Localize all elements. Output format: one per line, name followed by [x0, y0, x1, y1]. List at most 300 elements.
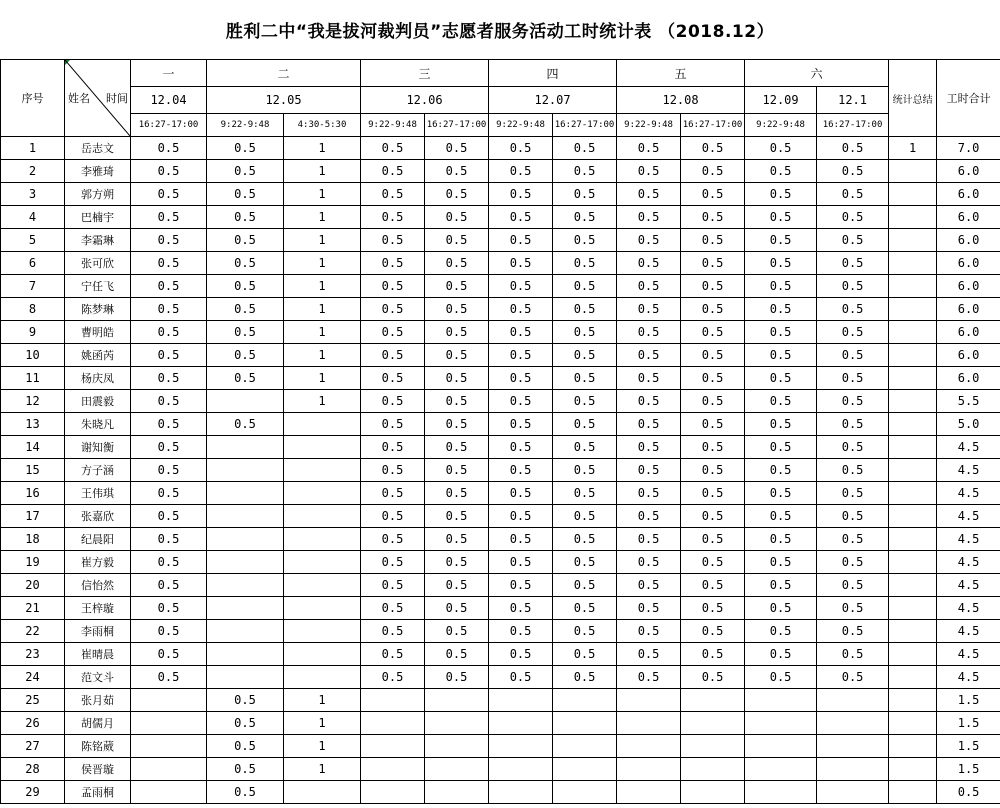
header-day-6: 六 [745, 60, 889, 87]
row-summary [889, 344, 937, 367]
row-summary [889, 321, 937, 344]
row-name: 田震毅 [65, 390, 131, 413]
row-hours-cell: 0.5 [553, 551, 617, 574]
row-hours-cell: 0.5 [131, 275, 207, 298]
row-hours-cell: 0.5 [425, 298, 489, 321]
row-name: 方子涵 [65, 459, 131, 482]
row-hours-cell: 0.5 [361, 620, 425, 643]
row-hours-cell [284, 597, 361, 620]
row-hours-cell: 0.5 [681, 229, 745, 252]
row-hours-cell: 0.5 [817, 367, 889, 390]
row-hours-cell: 0.5 [553, 597, 617, 620]
table-row [1, 528, 1000, 551]
row-hours-cell: 0.5 [745, 505, 817, 528]
row-hours-cell: 1 [284, 390, 361, 413]
table-row [1, 574, 1000, 597]
row-hours-cell: 1 [284, 344, 361, 367]
row-summary [889, 735, 937, 758]
row-hours-cell: 0.5 [361, 160, 425, 183]
row-hours-cell [207, 597, 284, 620]
table-row [1, 735, 1000, 758]
row-hours-cell [131, 758, 207, 781]
row-seq: 29 [1, 781, 65, 804]
row-hours-cell: 0.5 [817, 574, 889, 597]
row-hours-cell: 0.5 [681, 528, 745, 551]
row-hours-cell: 0.5 [131, 620, 207, 643]
row-hours-cell: 0.5 [489, 367, 553, 390]
row-hours-cell: 0.5 [681, 183, 745, 206]
table-row [1, 367, 1000, 390]
row-hours-cell: 0.5 [553, 505, 617, 528]
row-hours-cell: 0.5 [361, 183, 425, 206]
header-slot: 9:22-9:48 [489, 114, 553, 137]
row-seq: 25 [1, 689, 65, 712]
row-hours-cell [489, 781, 553, 804]
row-seq: 27 [1, 735, 65, 758]
row-hours-cell [207, 620, 284, 643]
header-seq: 序号 [1, 60, 65, 137]
row-hours-cell: 0.5 [207, 413, 284, 436]
row-hours-cell: 0.5 [553, 390, 617, 413]
row-total: 1.5 [937, 758, 1000, 781]
row-hours-cell: 0.5 [617, 160, 681, 183]
row-hours-cell: 0.5 [361, 252, 425, 275]
header-summary: 统计总结 [889, 60, 937, 137]
row-name: 张嘉欣 [65, 505, 131, 528]
row-total: 6.0 [937, 206, 1000, 229]
row-hours-cell: 0.5 [361, 459, 425, 482]
row-hours-cell: 0.5 [361, 344, 425, 367]
header-date-5: 12.08 [617, 87, 745, 114]
row-hours-cell: 0.5 [817, 666, 889, 689]
row-hours-cell: 0.5 [489, 643, 553, 666]
row-name: 郭方朔 [65, 183, 131, 206]
row-hours-cell: 1 [284, 735, 361, 758]
row-hours-cell: 0.5 [553, 459, 617, 482]
row-hours-cell: 0.5 [207, 758, 284, 781]
row-total: 6.0 [937, 298, 1000, 321]
table-row [1, 390, 1000, 413]
row-hours-cell: 0.5 [489, 160, 553, 183]
row-summary [889, 390, 937, 413]
row-hours-cell: 0.5 [489, 666, 553, 689]
row-hours-cell: 0.5 [361, 321, 425, 344]
row-hours-cell: 0.5 [681, 413, 745, 436]
table-row [1, 206, 1000, 229]
row-hours-cell: 0.5 [817, 620, 889, 643]
row-seq: 6 [1, 252, 65, 275]
row-total: 6.0 [937, 252, 1000, 275]
row-hours-cell: 1 [284, 367, 361, 390]
row-hours-cell: 0.5 [425, 551, 489, 574]
row-hours-cell [207, 436, 284, 459]
row-hours-cell: 0.5 [617, 597, 681, 620]
row-summary [889, 620, 937, 643]
row-name: 范文斗 [65, 666, 131, 689]
row-hours-cell: 0.5 [489, 252, 553, 275]
row-hours-cell: 0.5 [617, 436, 681, 459]
header-date-2: 12.05 [207, 87, 361, 114]
row-hours-cell: 0.5 [361, 229, 425, 252]
row-total: 6.0 [937, 275, 1000, 298]
row-hours-cell: 0.5 [131, 390, 207, 413]
row-hours-cell [425, 735, 489, 758]
row-hours-cell: 1 [284, 183, 361, 206]
row-hours-cell: 0.5 [131, 206, 207, 229]
row-total: 1.5 [937, 689, 1000, 712]
row-hours-cell [425, 781, 489, 804]
table-row [1, 758, 1000, 781]
row-hours-cell: 0.5 [207, 712, 284, 735]
row-hours-cell: 0.5 [817, 298, 889, 321]
row-hours-cell: 0.5 [617, 574, 681, 597]
row-hours-cell [207, 574, 284, 597]
row-hours-cell: 0.5 [553, 252, 617, 275]
row-total: 4.5 [937, 505, 1000, 528]
row-hours-cell: 0.5 [681, 620, 745, 643]
header-date-3: 12.06 [361, 87, 489, 114]
row-hours-cell [681, 781, 745, 804]
row-hours-cell: 0.5 [489, 620, 553, 643]
row-hours-cell: 0.5 [817, 321, 889, 344]
row-total: 4.5 [937, 436, 1000, 459]
row-hours-cell: 0.5 [745, 229, 817, 252]
row-hours-cell: 0.5 [745, 643, 817, 666]
worktime-table [0, 59, 1000, 804]
row-total: 4.5 [937, 482, 1000, 505]
row-hours-cell: 0.5 [361, 436, 425, 459]
row-hours-cell: 0.5 [745, 459, 817, 482]
row-hours-cell: 0.5 [817, 436, 889, 459]
row-hours-cell: 0.5 [681, 597, 745, 620]
row-hours-cell: 0.5 [131, 666, 207, 689]
row-seq: 3 [1, 183, 65, 206]
table-row [1, 298, 1000, 321]
row-hours-cell: 0.5 [131, 183, 207, 206]
row-hours-cell: 0.5 [361, 574, 425, 597]
row-summary [889, 229, 937, 252]
row-summary [889, 206, 937, 229]
row-hours-cell: 0.5 [745, 137, 817, 160]
row-hours-cell: 0.5 [745, 597, 817, 620]
row-hours-cell: 0.5 [131, 367, 207, 390]
row-hours-cell: 0.5 [681, 137, 745, 160]
row-hours-cell: 0.5 [425, 252, 489, 275]
row-hours-cell: 0.5 [617, 252, 681, 275]
row-summary [889, 183, 937, 206]
row-hours-cell: 0.5 [489, 505, 553, 528]
row-hours-cell: 0.5 [553, 367, 617, 390]
row-hours-cell: 0.5 [745, 413, 817, 436]
row-hours-cell [817, 758, 889, 781]
row-hours-cell [207, 482, 284, 505]
row-hours-cell: 0.5 [207, 781, 284, 804]
table-row [1, 183, 1000, 206]
row-hours-cell: 0.5 [617, 620, 681, 643]
row-hours-cell: 0.5 [745, 574, 817, 597]
row-hours-cell [207, 551, 284, 574]
row-hours-cell [425, 712, 489, 735]
row-summary [889, 551, 937, 574]
row-hours-cell: 0.5 [553, 137, 617, 160]
row-hours-cell: 0.5 [617, 551, 681, 574]
header-slot: 9:22-9:48 [745, 114, 817, 137]
row-summary [889, 781, 937, 804]
row-hours-cell [284, 666, 361, 689]
row-hours-cell: 0.5 [131, 574, 207, 597]
row-hours-cell: 0.5 [817, 528, 889, 551]
row-hours-cell [361, 781, 425, 804]
row-hours-cell: 0.5 [817, 505, 889, 528]
row-hours-cell [361, 712, 425, 735]
row-name: 陈梦琳 [65, 298, 131, 321]
row-summary [889, 758, 937, 781]
row-hours-cell [681, 689, 745, 712]
row-hours-cell: 0.5 [425, 183, 489, 206]
row-hours-cell [617, 689, 681, 712]
table-row [1, 712, 1000, 735]
header-date-1: 12.04 [131, 87, 207, 114]
row-summary [889, 597, 937, 620]
row-hours-cell: 0.5 [745, 390, 817, 413]
row-hours-cell [617, 758, 681, 781]
row-total: 6.0 [937, 160, 1000, 183]
row-hours-cell [745, 781, 817, 804]
row-hours-cell: 0.5 [617, 482, 681, 505]
row-hours-cell: 0.5 [425, 643, 489, 666]
row-hours-cell: 0.5 [681, 666, 745, 689]
row-hours-cell: 0.5 [425, 367, 489, 390]
row-hours-cell: 0.5 [553, 183, 617, 206]
row-hours-cell: 0.5 [425, 597, 489, 620]
row-hours-cell: 0.5 [489, 229, 553, 252]
row-name: 张可欣 [65, 252, 131, 275]
row-name: 崔晴晨 [65, 643, 131, 666]
row-hours-cell: 0.5 [617, 643, 681, 666]
row-seq: 28 [1, 758, 65, 781]
row-hours-cell [745, 758, 817, 781]
row-hours-cell [489, 758, 553, 781]
row-hours-cell: 0.5 [817, 390, 889, 413]
row-hours-cell [817, 735, 889, 758]
row-hours-cell: 0.5 [425, 436, 489, 459]
row-name: 纪晨阳 [65, 528, 131, 551]
row-hours-cell: 0.5 [489, 551, 553, 574]
row-hours-cell: 0.5 [553, 275, 617, 298]
table-row [1, 275, 1000, 298]
row-hours-cell [817, 689, 889, 712]
row-hours-cell: 0.5 [745, 551, 817, 574]
row-total: 4.5 [937, 597, 1000, 620]
header-slot: 9:22-9:48 [207, 114, 284, 137]
table-row [1, 482, 1000, 505]
header-total: 工时合计 [937, 60, 1000, 137]
row-hours-cell: 0.5 [361, 528, 425, 551]
row-hours-cell [284, 528, 361, 551]
row-seq: 15 [1, 459, 65, 482]
table-row [1, 229, 1000, 252]
row-hours-cell: 0.5 [207, 137, 284, 160]
row-total: 4.5 [937, 643, 1000, 666]
header-slot: 16:27-17:00 [553, 114, 617, 137]
row-hours-cell: 0.5 [131, 137, 207, 160]
row-summary: 1 [889, 137, 937, 160]
row-hours-cell [817, 712, 889, 735]
row-hours-cell: 0.5 [489, 298, 553, 321]
row-hours-cell: 0.5 [489, 275, 553, 298]
row-total: 4.5 [937, 551, 1000, 574]
row-name: 姚函芮 [65, 344, 131, 367]
row-summary [889, 666, 937, 689]
row-hours-cell: 0.5 [553, 160, 617, 183]
row-hours-cell: 0.5 [817, 643, 889, 666]
row-hours-cell: 0.5 [817, 482, 889, 505]
row-summary [889, 252, 937, 275]
row-summary [889, 160, 937, 183]
row-hours-cell: 0.5 [131, 298, 207, 321]
row-hours-cell [284, 781, 361, 804]
row-hours-cell: 0.5 [745, 620, 817, 643]
row-name: 孟雨桐 [65, 781, 131, 804]
row-hours-cell: 0.5 [361, 597, 425, 620]
row-hours-cell: 0.5 [617, 206, 681, 229]
row-hours-cell: 0.5 [131, 413, 207, 436]
header-day-4: 四 [489, 60, 617, 87]
row-hours-cell: 0.5 [207, 689, 284, 712]
row-name: 李雅琦 [65, 160, 131, 183]
row-hours-cell [617, 735, 681, 758]
table-row [1, 551, 1000, 574]
row-hours-cell: 0.5 [489, 528, 553, 551]
table-row [1, 459, 1000, 482]
row-hours-cell: 0.5 [817, 275, 889, 298]
row-hours-cell: 0.5 [745, 528, 817, 551]
row-hours-cell: 0.5 [489, 183, 553, 206]
row-seq: 12 [1, 390, 65, 413]
row-hours-cell [553, 781, 617, 804]
row-hours-cell: 0.5 [553, 436, 617, 459]
row-seq: 20 [1, 574, 65, 597]
header-diagonal-cell [65, 60, 131, 137]
row-name: 岳志文 [65, 137, 131, 160]
row-hours-cell: 0.5 [425, 574, 489, 597]
row-hours-cell: 0.5 [745, 367, 817, 390]
row-hours-cell: 0.5 [207, 229, 284, 252]
header-day-2: 二 [207, 60, 361, 87]
row-hours-cell: 1 [284, 298, 361, 321]
header-row-dates [1, 87, 1000, 114]
table-row [1, 436, 1000, 459]
row-hours-cell: 0.5 [817, 459, 889, 482]
row-hours-cell: 0.5 [745, 344, 817, 367]
row-hours-cell: 0.5 [207, 344, 284, 367]
row-hours-cell: 0.5 [617, 275, 681, 298]
row-seq: 7 [1, 275, 65, 298]
row-hours-cell: 0.5 [425, 321, 489, 344]
row-seq: 24 [1, 666, 65, 689]
row-hours-cell [553, 689, 617, 712]
row-name: 王伟琪 [65, 482, 131, 505]
row-hours-cell: 0.5 [553, 321, 617, 344]
row-hours-cell: 0.5 [489, 206, 553, 229]
row-hours-cell: 0.5 [745, 206, 817, 229]
row-hours-cell: 0.5 [817, 206, 889, 229]
row-hours-cell: 0.5 [681, 551, 745, 574]
row-hours-cell: 0.5 [489, 321, 553, 344]
row-hours-cell: 0.5 [207, 206, 284, 229]
row-total: 7.0 [937, 137, 1000, 160]
row-hours-cell: 0.5 [425, 413, 489, 436]
row-name: 李霜琳 [65, 229, 131, 252]
row-hours-cell [745, 689, 817, 712]
row-hours-cell [425, 689, 489, 712]
row-summary [889, 367, 937, 390]
row-hours-cell: 0.5 [361, 206, 425, 229]
table-row [1, 689, 1000, 712]
row-hours-cell: 0.5 [553, 229, 617, 252]
row-hours-cell: 0.5 [553, 206, 617, 229]
row-hours-cell: 0.5 [617, 666, 681, 689]
row-hours-cell: 0.5 [425, 482, 489, 505]
row-hours-cell [361, 758, 425, 781]
table-row [1, 252, 1000, 275]
row-name: 宁任飞 [65, 275, 131, 298]
row-hours-cell: 0.5 [745, 160, 817, 183]
row-hours-cell: 0.5 [361, 390, 425, 413]
table-row [1, 643, 1000, 666]
row-hours-cell [553, 735, 617, 758]
row-total: 4.5 [937, 459, 1000, 482]
row-hours-cell: 0.5 [131, 252, 207, 275]
row-hours-cell [131, 689, 207, 712]
row-hours-cell [745, 735, 817, 758]
row-hours-cell [284, 482, 361, 505]
row-hours-cell: 1 [284, 137, 361, 160]
row-hours-cell: 1 [284, 206, 361, 229]
row-hours-cell: 0.5 [817, 229, 889, 252]
row-hours-cell: 0.5 [361, 643, 425, 666]
table-row [1, 137, 1000, 160]
row-hours-cell: 0.5 [553, 574, 617, 597]
table-row [1, 505, 1000, 528]
row-hours-cell: 0.5 [489, 574, 553, 597]
row-hours-cell: 0.5 [425, 160, 489, 183]
row-hours-cell [131, 735, 207, 758]
row-hours-cell: 0.5 [681, 160, 745, 183]
row-hours-cell: 0.5 [489, 413, 553, 436]
row-hours-cell: 0.5 [207, 298, 284, 321]
row-hours-cell: 0.5 [617, 183, 681, 206]
row-hours-cell [681, 735, 745, 758]
row-hours-cell [745, 712, 817, 735]
row-hours-cell: 0.5 [425, 505, 489, 528]
row-hours-cell [681, 758, 745, 781]
row-hours-cell: 0.5 [489, 459, 553, 482]
row-hours-cell [617, 781, 681, 804]
header-date-7: 12.1 [817, 87, 889, 114]
row-hours-cell: 0.5 [681, 206, 745, 229]
row-summary [889, 505, 937, 528]
row-hours-cell: 0.5 [361, 551, 425, 574]
row-hours-cell: 0.5 [617, 505, 681, 528]
row-hours-cell: 0.5 [207, 183, 284, 206]
row-hours-cell: 0.5 [553, 298, 617, 321]
row-seq: 26 [1, 712, 65, 735]
header-day-3: 三 [361, 60, 489, 87]
table-row [1, 344, 1000, 367]
row-total: 0.5 [937, 781, 1000, 804]
row-hours-cell: 1 [284, 275, 361, 298]
